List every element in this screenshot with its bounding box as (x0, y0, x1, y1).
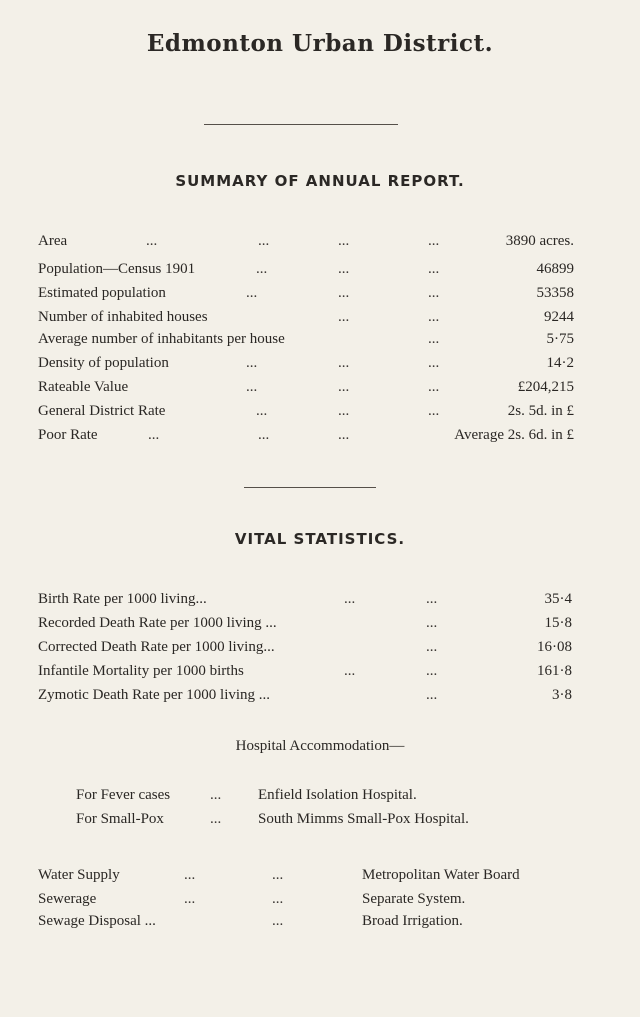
summary-value: Average 2s. 6d. in £ (454, 427, 574, 443)
leader-dots: ... (428, 233, 440, 249)
leader-dots: ... (428, 309, 440, 325)
leader-dots: ... (246, 355, 258, 371)
leader-dots: ... (426, 663, 438, 679)
leader-dots: ... (428, 331, 440, 347)
summary-value: 9244 (544, 309, 574, 325)
summary-label: Average number of inhabitants per house (38, 331, 285, 347)
leader-dots: ... (258, 233, 270, 249)
leader-dots: ... (426, 687, 438, 703)
section-divider (244, 487, 376, 488)
summary-label: Population—Census 1901 (38, 261, 196, 277)
summary-value: 53358 (536, 285, 574, 301)
summary-label: General District Rate (38, 403, 166, 419)
services-value: Broad Irrigation. (362, 913, 463, 929)
summary-label: Density of population (38, 355, 169, 371)
leader-dots: ... (210, 811, 222, 827)
services-value: Separate System. (362, 891, 466, 907)
vital-value: 35·4 (544, 591, 572, 607)
vital-value: 15·8 (544, 615, 572, 631)
title-divider (204, 124, 398, 125)
services-label: Sewerage (38, 891, 97, 907)
leader-dots: ... (210, 787, 222, 803)
leader-dots: ... (256, 261, 268, 277)
leader-dots: ... (148, 427, 160, 443)
hospital-value: South Mimms Small-Pox Hospital. (258, 811, 469, 827)
leader-dots: ... (256, 403, 268, 419)
leader-dots: ... (428, 379, 440, 395)
summary-label: Area (38, 233, 68, 249)
summary-heading: SUMMARY OF ANNUAL REPORT. (175, 172, 465, 190)
services-value: Metropolitan Water Board (362, 867, 520, 883)
summary-value: 46899 (536, 261, 574, 277)
summary-label: Poor Rate (38, 427, 98, 443)
page-title: Edmonton Urban District. (146, 30, 494, 57)
vital-value: 3·8 (552, 687, 572, 703)
leader-dots: ... (146, 233, 158, 249)
leader-dots: ... (426, 591, 438, 607)
services-label: Sewage Disposal ... (38, 913, 156, 929)
summary-value: 14·2 (546, 355, 574, 371)
leader-dots: ... (338, 427, 350, 443)
leader-dots: ... (428, 403, 440, 419)
leader-dots: ... (428, 355, 440, 371)
leader-dots: ... (338, 233, 350, 249)
leader-dots: ... (184, 891, 196, 907)
hospital-label: For Small-Pox (76, 811, 164, 827)
leader-dots: ... (258, 427, 270, 443)
leader-dots: ... (272, 913, 284, 929)
leader-dots: ... (426, 615, 438, 631)
vital-label: Zymotic Death Rate per 1000 living ... (38, 687, 271, 703)
vital-label: Corrected Death Rate per 1000 living... (38, 639, 275, 655)
vital-label: Recorded Death Rate per 1000 living ... (38, 615, 277, 631)
leader-dots: ... (272, 891, 284, 907)
summary-label: Estimated population (38, 285, 166, 301)
leader-dots: ... (428, 285, 440, 301)
leader-dots: ... (428, 261, 440, 277)
leader-dots: ... (344, 663, 356, 679)
vital-value: 161·8 (537, 663, 572, 679)
vital-label: Birth Rate per 1000 living... (38, 591, 207, 607)
vital-statistics-heading: VITAL STATISTICS. (234, 530, 406, 548)
hospital-label: For Fever cases (76, 787, 171, 803)
leader-dots: ... (338, 309, 350, 325)
leader-dots: ... (338, 355, 350, 371)
summary-value: 5·75 (546, 331, 574, 347)
hospital-heading: Hospital Accommodation— (235, 738, 405, 754)
leader-dots: ... (344, 591, 356, 607)
leader-dots: ... (246, 379, 258, 395)
summary-label: Number of inhabited houses (38, 309, 208, 325)
summary-label: Rateable Value (38, 379, 129, 395)
summary-value: 2s. 5d. in £ (507, 403, 574, 419)
services-label: Water Supply (38, 867, 120, 883)
hospital-value: Enfield Isolation Hospital. (258, 787, 417, 803)
leader-dots: ... (184, 867, 196, 883)
leader-dots: ... (272, 867, 284, 883)
vital-value: 16·08 (537, 639, 572, 655)
leader-dots: ... (338, 285, 350, 301)
leader-dots: ... (246, 285, 258, 301)
leader-dots: ... (338, 261, 350, 277)
leader-dots: ... (338, 403, 350, 419)
summary-value: 3890 acres. (505, 233, 574, 249)
summary-value: £204,215 (517, 379, 574, 395)
leader-dots: ... (338, 379, 350, 395)
leader-dots: ... (426, 639, 438, 655)
vital-label: Infantile Mortality per 1000 births (38, 663, 244, 679)
